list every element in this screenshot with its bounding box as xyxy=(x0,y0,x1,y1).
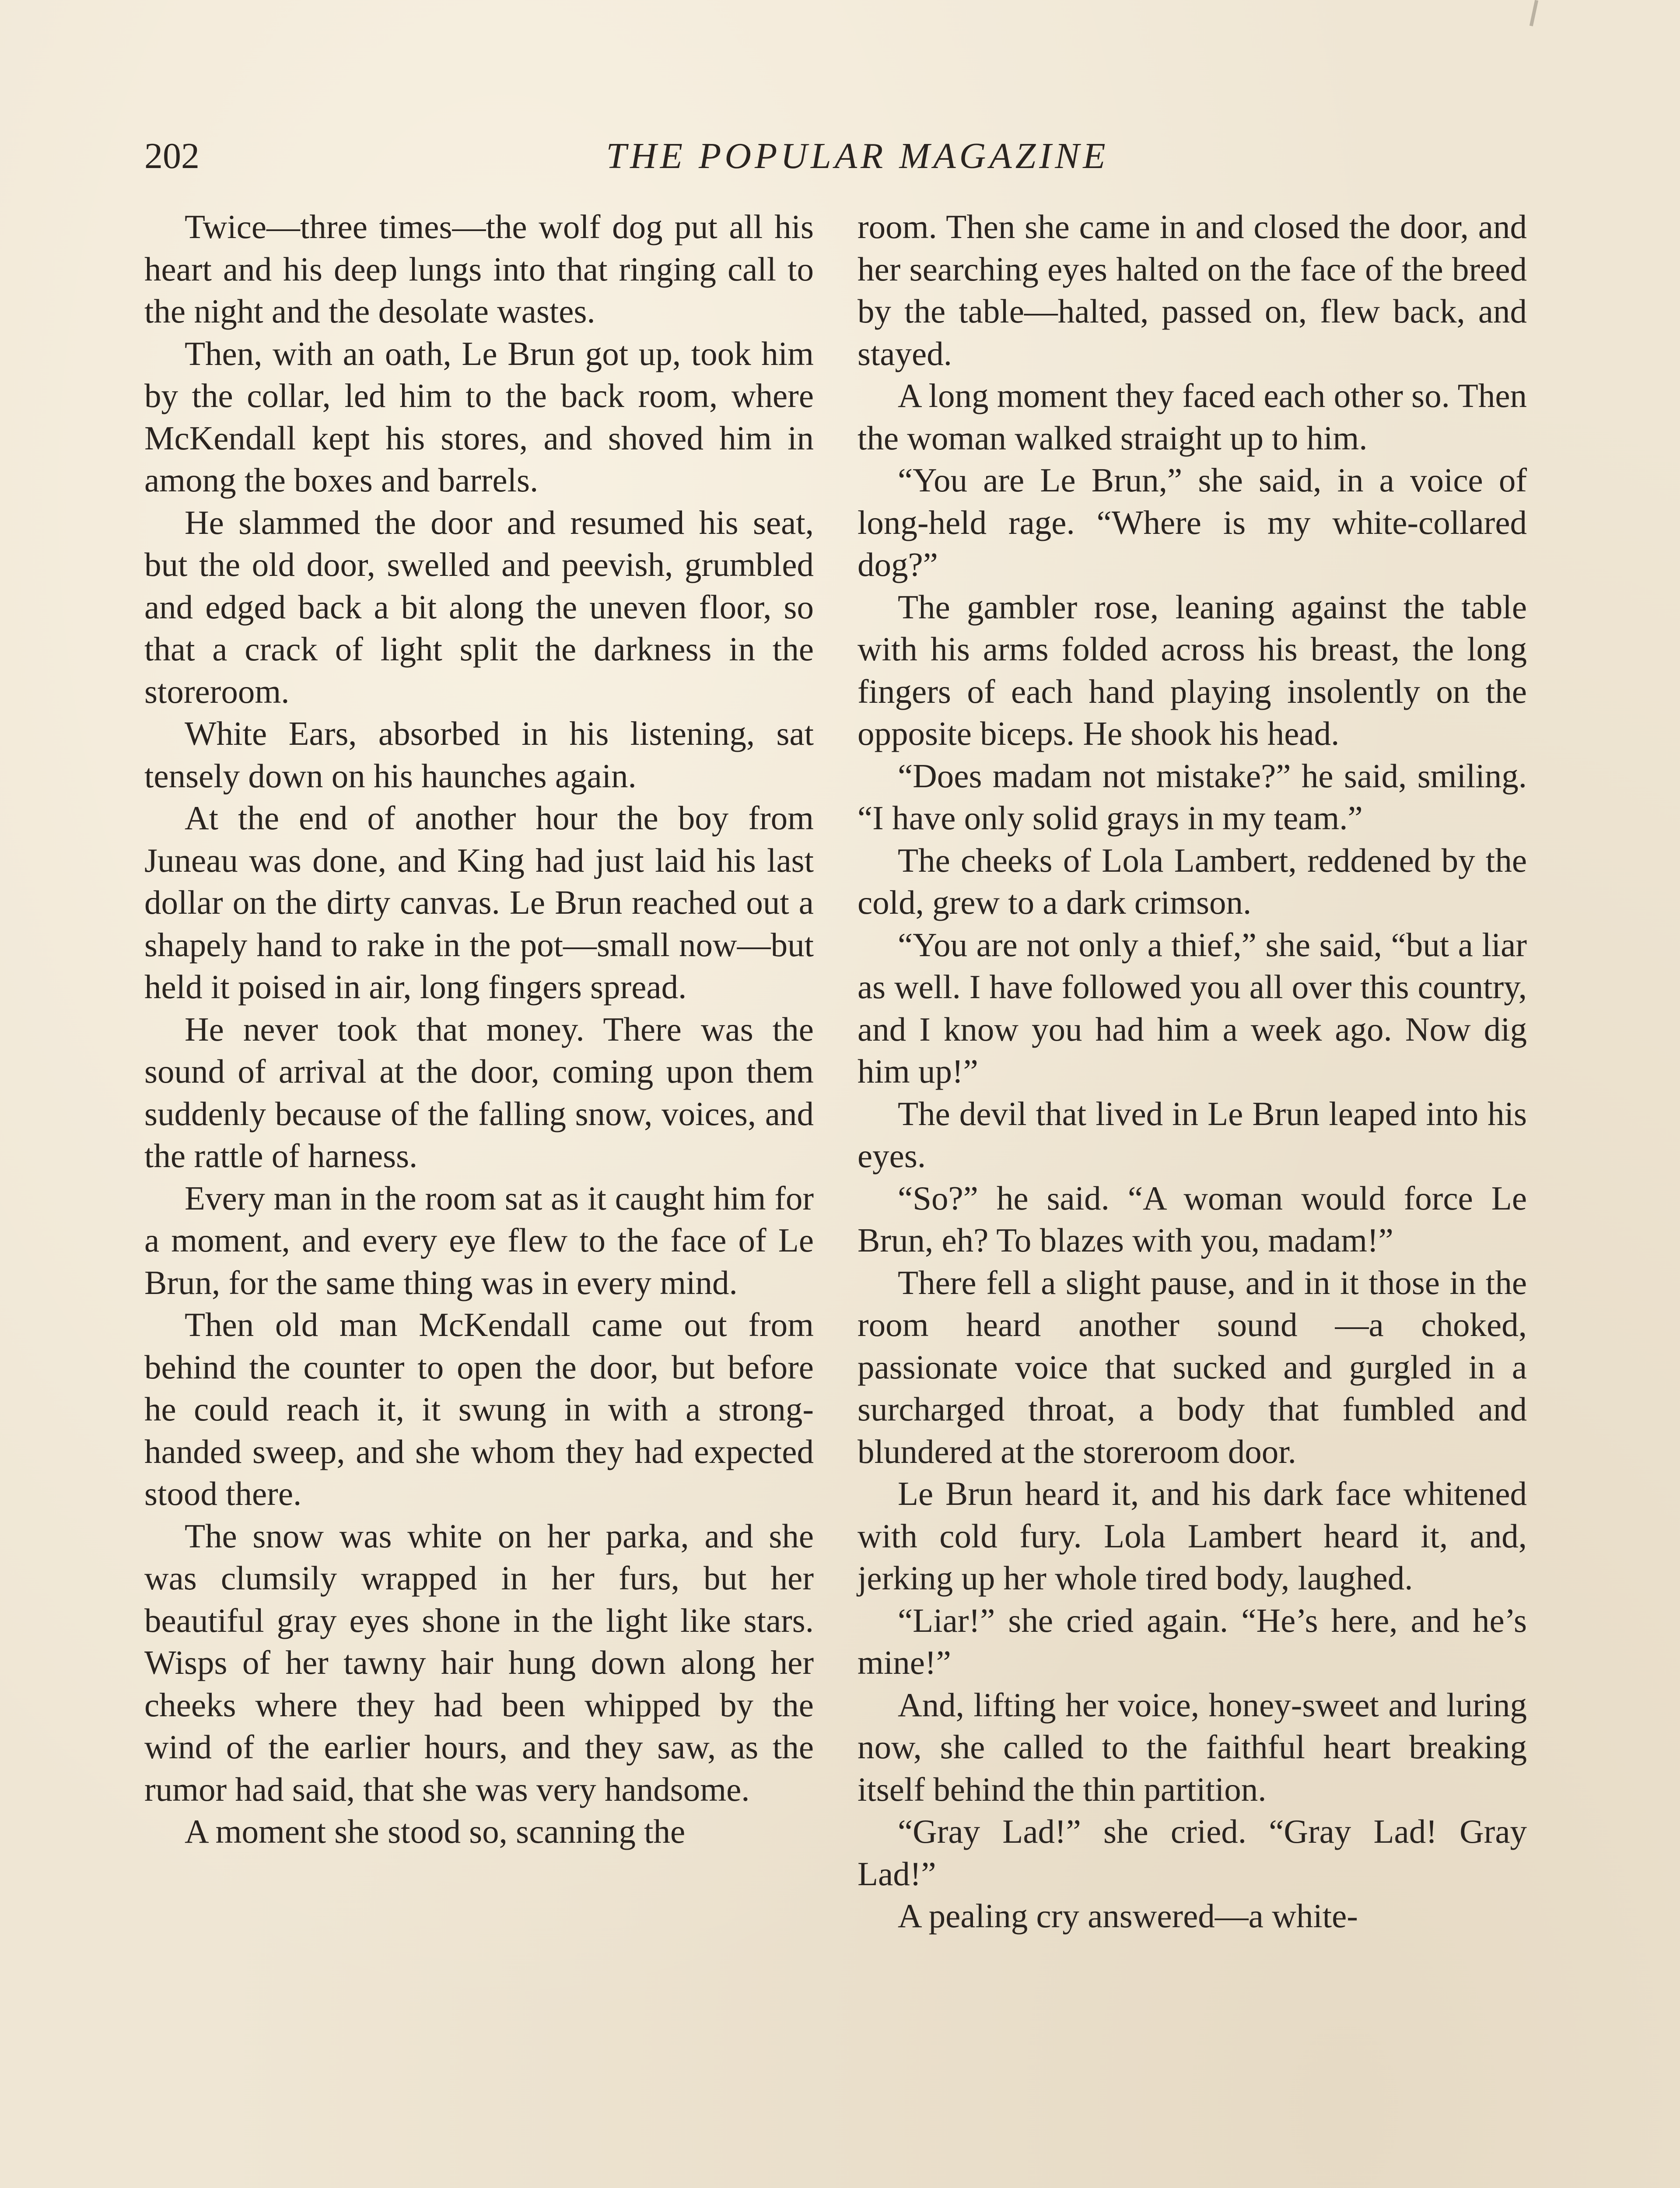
paragraph: He slammed the door and resumed his seat, but the old door, swelled and peevish, grumbled and edged back a bit along the uneven floor, so that a crack of light split the darkness in the storeroom. xyxy=(144,503,814,710)
paragraph: “Liar!” she cried again. “He’s here, and he’s mine!” xyxy=(858,1601,1527,1681)
paragraph: Every man in the room sat as it caught him for a moment, and every eye flew to the face of Le Brun, for the same thing was in every mind. xyxy=(144,1179,814,1301)
running-title: THE POPULAR MAGAZINE xyxy=(606,136,1109,176)
paragraph: A long moment they faced each other so. Then the woman walked straight up to him. xyxy=(858,377,1527,457)
paragraph: “Does madam not mistake?” he said, smiling. “I have only solid grays in my team.” xyxy=(858,757,1527,837)
paragraph: Then, with an oath, Le Brun got up, took him by the collar, led him to the back room, where McKendall kept his stores, and shoved him in among the boxes and barrels. xyxy=(144,334,814,499)
paragraph: room. Then she came in and closed the door, and her searching eyes halted on the face of the breed by the table—halted, passed on, flew back, and stayed. xyxy=(858,208,1527,372)
paragraph: Twice—three times—the wolf dog put all his heart and his deep lungs into that ringing call to the night and the desolate wastes. xyxy=(144,208,814,330)
right-column xyxy=(858,206,1527,1937)
paragraph: And, lifting her voice, honey-sweet and luring now, she called to the faithful heart breaking itself behind the thin partition. xyxy=(858,1686,1527,1808)
paragraph: The snow was white on her parka, and she was clumsily wrapped in her furs, but her beautiful gray eyes shone in the light like stars. Wisps of her tawny hair hung down along her cheeks where they had been whipped by the wind of the earlier hours, and they saw, as the rumor had said, that she was very handsome. xyxy=(144,1517,814,1808)
left-column xyxy=(144,206,814,1853)
page-number: 202 xyxy=(144,136,200,176)
paragraph: “So?” he said. “A woman would force Le Brun, eh? To blazes with you, madam!” xyxy=(858,1179,1527,1259)
paragraph: At the end of another hour the boy from Juneau was done, and King had just laid his last dollar on the dirty canvas. Le Brun reached out a shapely hand to rake in the pot—small now—but held it poised in air, long fingers spread. xyxy=(144,799,814,1006)
paragraph: The cheeks of Lola Lambert, reddened by the cold, grew to a dark crimson. xyxy=(858,841,1527,921)
paragraph: Then old man McKendall came out from behind the counter to open the door, but before he could reach it, it swung in with a strong-handed sweep, and she whom they had expected stood there. xyxy=(144,1306,814,1512)
page-header xyxy=(144,128,1536,185)
paragraph: “Gray Lad!” she cried. “Gray Lad! Gray Lad!” xyxy=(858,1813,1527,1893)
paragraph: A moment she stood so, scanning the xyxy=(185,1813,686,1850)
page-edge-mark xyxy=(1530,0,1538,26)
paragraph: White Ears, absorbed in his listening, sat tensely down on his haunches again. xyxy=(144,715,814,795)
paragraph: “You are not only a thief,” she said, “but a liar as well. I have followed you all over this country, and I know you had him a week ago. Now dig him up!” xyxy=(858,926,1527,1090)
paragraph: There fell a slight pause, and in it those in the room heard another sound —a choked, passionate voice that sucked and gurgled in a surcharged throat, a body that fumbled and blundered at the storeroom door. xyxy=(858,1263,1527,1470)
paragraph: He never took that money. There was the sound of arrival at the door, coming upon them suddenly because of the falling snow, voices, and the rattle of harness. xyxy=(144,1010,814,1175)
paragraph: “You are Le Brun,” she said, in a voice of long-held rage. “Where is my white-collared dog?” xyxy=(858,461,1527,583)
paragraph: The devil that lived in Le Brun leaped into his eyes. xyxy=(858,1094,1527,1175)
paragraph: The gambler rose, leaning against the table with his arms folded across his breast, the long fingers of each hand playing insolently on the opposite biceps. He shook his head. xyxy=(858,588,1527,752)
paragraph: Le Brun heard it, and his dark face whitened with cold fury. Lola Lambert heard it, and, jerking up her whole tired body, laughed. xyxy=(858,1475,1527,1597)
paragraph: A pealing cry answered—a white- xyxy=(898,1897,1358,1935)
